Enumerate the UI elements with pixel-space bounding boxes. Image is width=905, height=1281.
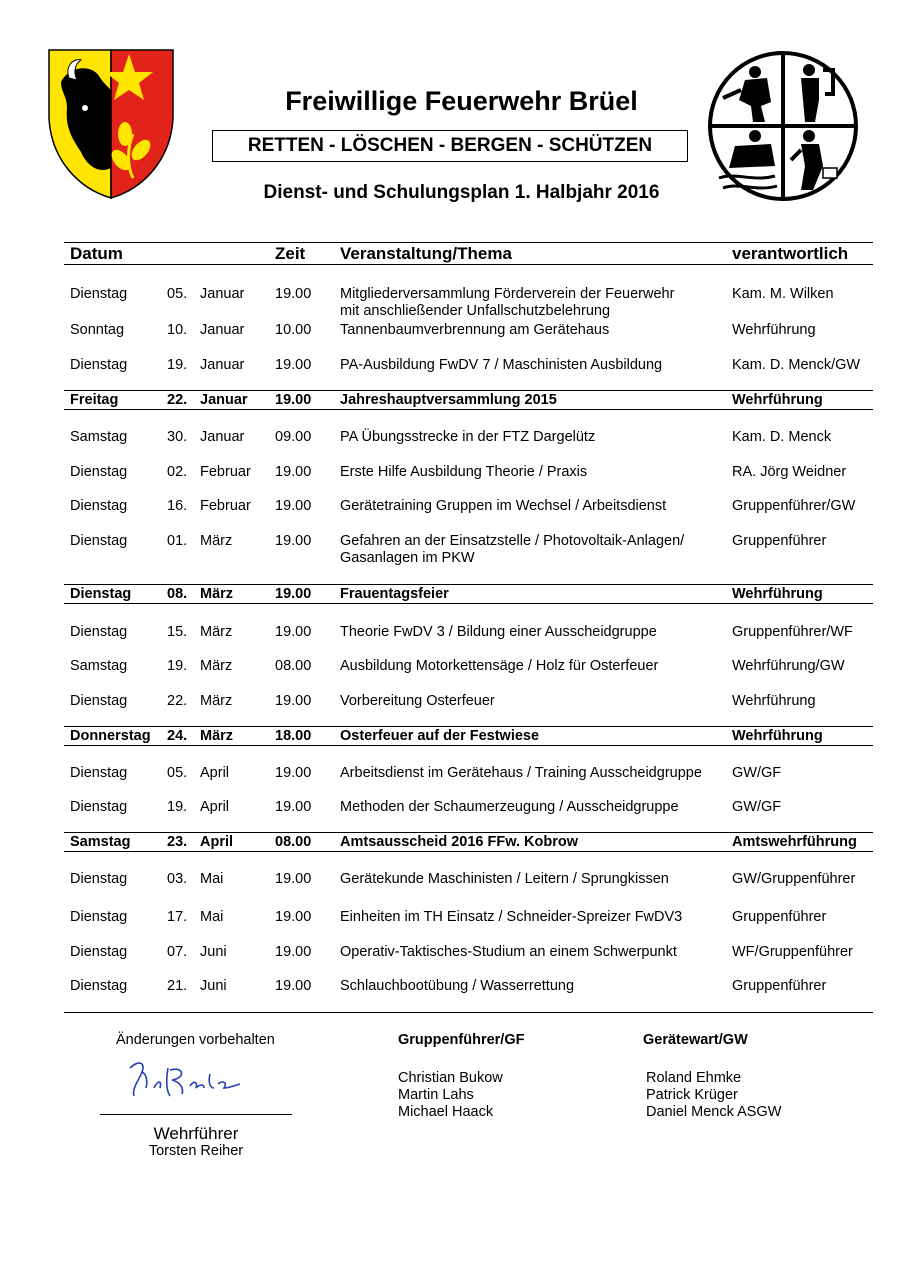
event-responsible: Wehrführung [732, 322, 816, 338]
date-day-number: 21. [167, 978, 188, 994]
event-responsible: Gruppenführer [732, 533, 827, 549]
date-month: April [200, 834, 234, 850]
coat-of-arms-icon [47, 48, 175, 200]
date-month: Januar [200, 322, 245, 338]
event-responsible: GW/Gruppenführer [732, 871, 856, 887]
date-month: März [200, 728, 234, 744]
event-time: 09.00 [275, 429, 312, 445]
group-leader-name: Christian Bukow [398, 1070, 503, 1086]
event-time: 19.00 [275, 624, 312, 640]
event-time: 19.00 [275, 693, 312, 709]
slogan-box: RETTEN - LÖSCHEN - BERGEN - SCHÜTZEN [212, 130, 688, 162]
event-responsible: Gruppenführer/GW [732, 498, 856, 514]
date-month: Juni [200, 978, 227, 994]
signature-line [100, 1114, 292, 1115]
column-header-thema: Veranstaltung/Thema [340, 244, 512, 263]
date-day-number: 02. [167, 464, 188, 480]
event-topic: Osterfeuer auf der Festwiese [340, 728, 540, 744]
event-responsible: Wehrführung [732, 586, 823, 602]
date-weekday: Samstag [70, 834, 131, 850]
event-time: 19.00 [275, 944, 312, 960]
event-topic: Gefahren an der Einsatzstelle / Photovoltaik-Anlagen/ [340, 533, 685, 549]
date-day-number: 03. [167, 871, 188, 887]
event-responsible: Gruppenführer [732, 909, 827, 925]
event-time: 19.00 [275, 871, 312, 887]
highlight-row [64, 726, 873, 746]
event-responsible: Gruppenführer/WF [732, 624, 853, 640]
date-weekday: Dienstag [70, 944, 128, 960]
page-title: Freiwillige Feuerwehr Brüel [285, 86, 638, 116]
event-time: 19.00 [275, 464, 312, 480]
event-time: 19.00 [275, 765, 312, 781]
date-day-number: 22. [167, 392, 188, 408]
date-month: März [200, 533, 233, 549]
event-topic: PA-Ausbildung FwDV 7 / Maschinisten Ausbildung [340, 357, 663, 373]
date-weekday: Samstag [70, 658, 128, 674]
date-day-number: 08. [167, 586, 188, 602]
event-topic: Frauentagsfeier [340, 586, 449, 602]
highlight-row [64, 584, 873, 604]
event-time: 08.00 [275, 834, 312, 850]
date-weekday: Dienstag [70, 464, 128, 480]
event-responsible: Wehrführung [732, 392, 823, 408]
date-month: April [200, 799, 230, 815]
event-responsible: Kam. D. Menck [732, 429, 832, 445]
event-time: 19.00 [275, 799, 312, 815]
table-header [64, 242, 873, 265]
date-weekday: Donnerstag [70, 728, 151, 744]
event-responsible: Wehrführung [732, 693, 816, 709]
date-month: März [200, 624, 233, 640]
date-month: Januar [200, 429, 245, 445]
event-time: 19.00 [275, 498, 312, 514]
date-day-number: 01. [167, 533, 188, 549]
event-topic: Schlauchbootübung / Wasserrettung [340, 978, 575, 994]
equipment-warden-name: Daniel Menck ASGW [646, 1104, 782, 1120]
event-topic: Gerätekunde Maschinisten / Leitern / Sprungkissen [340, 871, 669, 887]
event-responsible: WF/Gruppenführer [732, 944, 853, 960]
event-time: 19.00 [275, 357, 312, 373]
date-month: Mai [200, 909, 224, 925]
date-month: März [200, 586, 234, 602]
signer-name: Torsten Reiher [148, 1143, 244, 1159]
fire-brigade-emblem-icon [705, 50, 861, 202]
date-weekday: Dienstag [70, 586, 132, 602]
date-day-number: 17. [167, 909, 188, 925]
column-header-zeit: Zeit [275, 244, 306, 263]
equipment-warden-name: Roland Ehmke [646, 1070, 742, 1086]
date-weekday: Dienstag [70, 357, 128, 373]
event-topic-continuation: mit anschließender Unfallschutzbelehrung [340, 303, 611, 319]
date-day-number: 24. [167, 728, 188, 744]
event-time: 18.00 [275, 728, 312, 744]
date-month: Januar [200, 392, 248, 408]
handwritten-signature-icon [124, 1058, 248, 1107]
date-day-number: 19. [167, 799, 188, 815]
plan-subtitle: Dienst- und Schulungsplan 1. Halbjahr 2016 [263, 182, 660, 203]
event-topic: PA Übungsstrecke in der FTZ Dargelütz [340, 429, 596, 445]
date-weekday: Dienstag [70, 909, 128, 925]
event-time: 19.00 [275, 286, 312, 302]
event-topic: Operativ-Taktisches-Studium an einem Schwerpunkt [340, 944, 677, 960]
highlight-row [64, 832, 873, 852]
highlight-row [64, 390, 873, 410]
event-responsible: GW/GF [732, 765, 782, 781]
event-time: 19.00 [275, 392, 312, 408]
date-weekday: Dienstag [70, 799, 128, 815]
date-day-number: 05. [167, 286, 188, 302]
event-topic: Tannenbaumverbrennung am Gerätehaus [340, 322, 610, 338]
event-responsible: Kam. D. Menck/GW [732, 357, 861, 373]
event-topic: Arbeitsdienst im Gerätehaus / Training Ausscheidgruppe [340, 765, 702, 781]
date-month: Januar [200, 286, 245, 302]
date-day-number: 16. [167, 498, 188, 514]
event-time: 19.00 [275, 978, 312, 994]
event-time: 19.00 [275, 909, 312, 925]
changes-note: Änderungen vorbehalten [116, 1032, 275, 1048]
event-topic-continuation: Gasanlagen im PKW [340, 550, 475, 566]
date-month: April [200, 765, 230, 781]
date-weekday: Dienstag [70, 765, 128, 781]
date-weekday: Dienstag [70, 498, 128, 514]
date-month: Mai [200, 871, 224, 887]
date-month: März [200, 693, 233, 709]
column-header-verantwortlich: verantwortlich [732, 244, 849, 263]
date-weekday: Sonntag [70, 322, 125, 338]
event-responsible: Wehrführung/GW [732, 658, 845, 674]
event-topic: Mitgliederversammlung Förderverein der Feuerwehr [340, 286, 675, 302]
date-day-number: 15. [167, 624, 188, 640]
event-responsible: Gruppenführer [732, 978, 827, 994]
date-month: März [200, 658, 233, 674]
date-weekday: Dienstag [70, 286, 128, 302]
date-weekday: Freitag [70, 392, 119, 408]
date-weekday: Dienstag [70, 978, 128, 994]
equipment-warden-heading: Gerätewart/GW [643, 1032, 748, 1048]
event-topic: Ausbildung Motorkettensäge / Holz für Osterfeuer [340, 658, 659, 674]
event-topic: Amtsausscheid 2016 FFw. Kobrow [340, 834, 578, 850]
date-weekday: Dienstag [70, 624, 128, 640]
date-month: Juni [200, 944, 227, 960]
date-month: Januar [200, 357, 245, 373]
date-weekday: Dienstag [70, 533, 128, 549]
date-weekday: Samstag [70, 429, 128, 445]
event-time: 10.00 [275, 322, 312, 338]
group-leader-name: Michael Haack [398, 1104, 494, 1120]
event-time: 19.00 [275, 533, 312, 549]
signer-title: Wehrführer [153, 1124, 239, 1143]
event-topic: Jahreshauptversammlung 2015 [340, 392, 557, 408]
date-day-number: 10. [167, 322, 188, 338]
event-time: 08.00 [275, 658, 312, 674]
event-topic: Theorie FwDV 3 / Bildung einer Ausscheidgruppe [340, 624, 657, 640]
date-weekday: Dienstag [70, 693, 128, 709]
date-month: Februar [200, 464, 251, 480]
event-topic: Gerätetraining Gruppen im Wechsel / Arbeitsdienst [340, 498, 667, 514]
column-header-datum: Datum [70, 244, 123, 263]
date-day-number: 22. [167, 693, 188, 709]
group-leaders-heading: Gruppenführer/GF [398, 1032, 525, 1048]
event-responsible: Kam. M. Wilken [732, 286, 834, 302]
date-day-number: 07. [167, 944, 188, 960]
date-day-number: 05. [167, 765, 188, 781]
event-topic: Methoden der Schaumerzeugung / Ausscheidgruppe [340, 799, 679, 815]
event-responsible: GW/GF [732, 799, 782, 815]
table-bottom-rule [64, 1012, 873, 1013]
date-day-number: 19. [167, 357, 188, 373]
event-topic: Vorbereitung Osterfeuer [340, 693, 495, 709]
group-leader-name: Martin Lahs [398, 1087, 474, 1103]
event-topic: Einheiten im TH Einsatz / Schneider-Spreizer FwDV3 [340, 909, 683, 925]
event-responsible: Amtswehrführung [732, 834, 857, 850]
equipment-warden-name: Patrick Krüger [646, 1087, 738, 1103]
date-day-number: 23. [167, 834, 188, 850]
event-responsible: RA. Jörg Weidner [732, 464, 847, 480]
event-responsible: Wehrführung [732, 728, 823, 744]
event-time: 19.00 [275, 586, 312, 602]
event-topic: Erste Hilfe Ausbildung Theorie / Praxis [340, 464, 588, 480]
date-weekday: Dienstag [70, 871, 128, 887]
date-day-number: 19. [167, 658, 188, 674]
date-day-number: 30. [167, 429, 188, 445]
date-month: Februar [200, 498, 251, 514]
